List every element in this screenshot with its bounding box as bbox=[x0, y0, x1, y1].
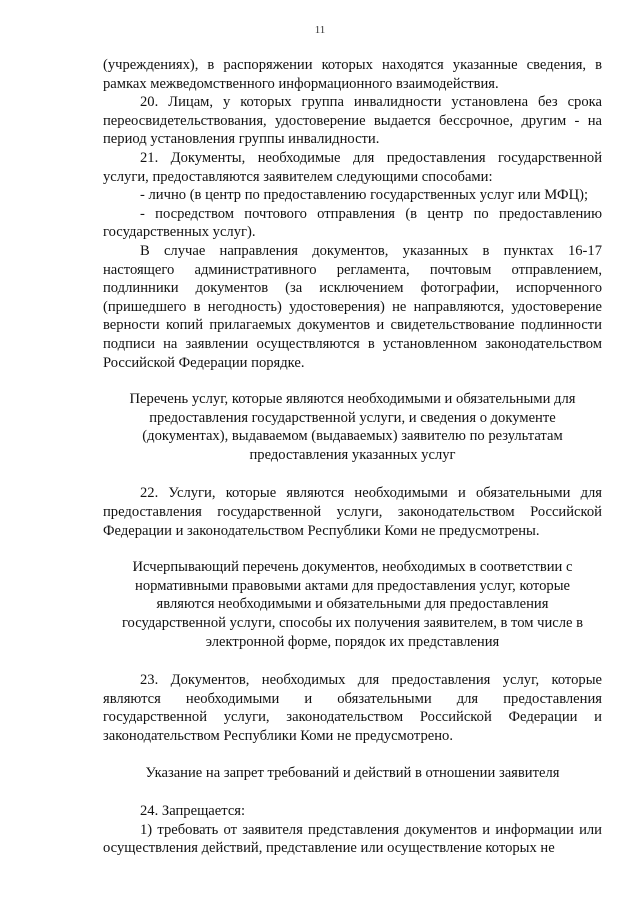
paragraph-24: 24. Запрещается: bbox=[140, 803, 246, 820]
paragraph-21: 21. Документы, необходимые для предоставления государственной услуги, предоставляются заявителем следующими способами: bbox=[103, 149, 602, 185]
paragraph-20: 20. Лицам, у которых группа инвалидности установлена без срока переосвидетельствования, удостоверение выдается бессрочное, другим - на период установления группы инвалидности. bbox=[103, 94, 602, 148]
spacer bbox=[103, 540, 602, 558]
section-heading-prohibitions: Указание на запрет требований и действий в отношении заявителя bbox=[145, 764, 560, 781]
paragraph-continuation: (учреждениях), в распоряжении которых находятся указанные сведения, в рамках межведомственного информационного взаимодействия. bbox=[103, 57, 602, 92]
spacer bbox=[103, 372, 602, 390]
paragraph-22: 22. Услуги, которые являются необходимыми и обязательными для предоставления государственной услуги, законодательством Российской Федерации и законодательством Республики Коми не предусмотрены. bbox=[103, 485, 602, 539]
section-heading-services: Перечень услуг, которые являются необходимыми и обязательными для предоставления государственной услуги, и сведения о документе (документах), выдаваемом (выдаваемых) заявителю по результатам предоставления указанных услуг bbox=[129, 391, 576, 463]
paragraph-23: 23. Документов, необходимых для предоставления услуг, которые являются необходимыми и обязательными для предоставления государственной услуги, законодательством Российской Федерации и законодательством Республики Коми не предусмотрено. bbox=[103, 672, 602, 744]
paragraph-21-mail-rules: В случае направления документов, указанных в пунктах 16-17 настоящего административного регламента, почтовым отправлением, подлинники документов (за исключением фотографии, испорченного (пришедшего в негодность) удостоверения) не направляются, удостоверение верности копий прилагаемых документов и свидетельствование подлинности подписи на заявлении осуществляются в установленном законодательством Российской Федерации порядке. bbox=[103, 242, 602, 371]
paragraph-21-item-by-mail: - посредством почтового отправления (в центр по предоставлению государственных услуг). bbox=[103, 205, 602, 241]
paragraph-24-item-1: 1) требовать от заявителя представления документов и информации или осуществления действий, представление или осуществление которых не bbox=[103, 821, 602, 857]
document-body bbox=[103, 56, 602, 858]
paragraph-21-item-in-person: - лично (в центр по предоставлению государственных услуг или МФЦ); bbox=[140, 187, 589, 204]
spacer bbox=[103, 782, 602, 802]
spacer bbox=[103, 651, 602, 671]
page-number: 11 bbox=[314, 24, 326, 36]
spacer bbox=[103, 464, 602, 484]
spacer bbox=[103, 746, 602, 764]
section-heading-documents: Исчерпывающий перечень документов, необходимых в соответствии с нормативными правовыми актами для предоставления услуг, которые являются необходимыми и обязательными для предоставления государственной услуги, способы их получения заявителем, в том числе в электронной форме, порядок их представления bbox=[121, 559, 584, 650]
